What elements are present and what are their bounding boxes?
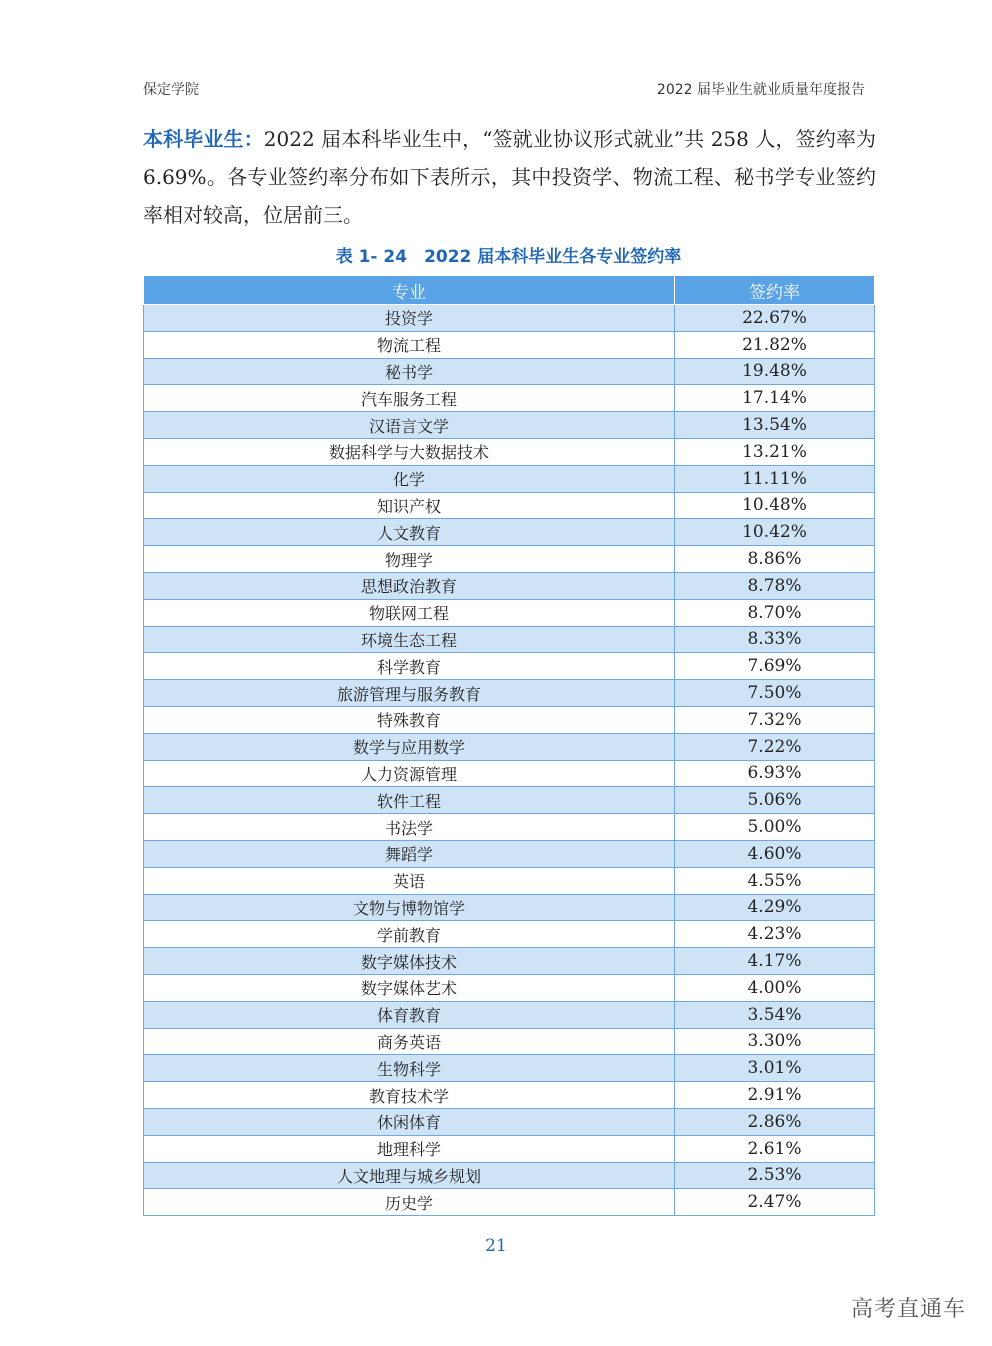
table-row — [144, 1189, 875, 1216]
signing-rate-cell: 21.82% — [675, 331, 875, 358]
signing-rate-cell: 22.67% — [675, 305, 875, 332]
signing-rate-cell: 19.48% — [675, 358, 875, 385]
table-row — [144, 572, 875, 599]
major-name-cell: 投资学 — [144, 305, 675, 332]
signing-rate-cell: 17.14% — [675, 385, 875, 412]
signing-rate-cell: 13.21% — [675, 438, 875, 465]
table-row — [144, 412, 875, 439]
signing-rate-cell: 10.42% — [675, 519, 875, 546]
table-row — [144, 787, 875, 814]
table-row — [144, 894, 875, 921]
major-name-cell: 书法学 — [144, 814, 675, 841]
major-name-cell: 特殊教育 — [144, 706, 675, 733]
table-row — [144, 1082, 875, 1109]
table-row — [144, 358, 875, 385]
signing-rate-cell: 4.23% — [675, 921, 875, 948]
table-row — [144, 331, 875, 358]
table-row — [144, 626, 875, 653]
signing-rate-cell: 3.30% — [675, 1028, 875, 1055]
signing-rate-cell: 8.33% — [675, 626, 875, 653]
watermark-text: 高考直通车 — [850, 1297, 966, 1322]
header-institution: 保定学院 — [143, 82, 199, 98]
major-name-cell: 旅游管理与服务教育 — [144, 680, 675, 707]
major-name-cell: 休闲体育 — [144, 1108, 675, 1135]
table-row — [144, 840, 875, 867]
major-name-cell: 物流工程 — [144, 331, 675, 358]
signing-rate-cell: 11.11% — [675, 465, 875, 492]
header-report-title: 2022 届毕业生就业质量年度报告 — [656, 82, 865, 98]
major-name-cell: 汽车服务工程 — [144, 385, 675, 412]
major-name-cell: 数学与应用数学 — [144, 733, 675, 760]
major-name-cell: 数字媒体技术 — [144, 948, 675, 975]
major-name-cell: 学前教育 — [144, 921, 675, 948]
table-row — [144, 653, 875, 680]
table-row — [144, 492, 875, 519]
table-row — [144, 599, 875, 626]
major-name-cell: 化学 — [144, 465, 675, 492]
major-name-cell: 数据科学与大数据技术 — [144, 438, 675, 465]
major-name-cell: 生物科学 — [144, 1055, 675, 1082]
major-name-cell: 汉语言文学 — [144, 412, 675, 439]
table-header-row — [144, 276, 875, 305]
table-row — [144, 867, 875, 894]
signing-rate-cell: 4.17% — [675, 948, 875, 975]
page-number: 21 — [485, 1236, 507, 1256]
table-row — [144, 305, 875, 332]
major-name-cell: 知识产权 — [144, 492, 675, 519]
signing-rate-cell: 4.29% — [675, 894, 875, 921]
intro-body: 2022 届本科毕业生中，“签就业协议形式就业”共 258 人，签约率为 6.69%。各专业签约率分布如下表所示，其中投资学、物流工程、秘书学专业签约率相对较高，位居前三。 — [143, 127, 877, 227]
table-row — [144, 1162, 875, 1189]
signing-rate-cell: 4.60% — [675, 840, 875, 867]
table-row — [144, 680, 875, 707]
table-row — [144, 1135, 875, 1162]
major-name-cell: 物理学 — [144, 546, 675, 573]
table-row — [144, 948, 875, 975]
table-row — [144, 760, 875, 787]
signing-rate-cell: 7.32% — [675, 706, 875, 733]
signing-rate-cell: 5.06% — [675, 787, 875, 814]
major-name-cell: 商务英语 — [144, 1028, 675, 1055]
table-row — [144, 974, 875, 1001]
signing-rate-table — [143, 275, 875, 1216]
signing-rate-cell: 4.00% — [675, 974, 875, 1001]
table-caption: 表 1- 24 2022 届本科毕业生各专业签约率 — [335, 247, 682, 267]
table-row — [144, 1028, 875, 1055]
major-name-cell: 人力资源管理 — [144, 760, 675, 787]
signing-rate-cell: 3.01% — [675, 1055, 875, 1082]
signing-rate-cell: 7.22% — [675, 733, 875, 760]
major-name-cell: 秘书学 — [144, 358, 675, 385]
signing-rate-cell: 7.69% — [675, 653, 875, 680]
page-header — [143, 78, 865, 100]
intro-paragraph — [143, 120, 876, 234]
signing-rate-cell: 8.70% — [675, 599, 875, 626]
table-row — [144, 733, 875, 760]
signing-rate-cell: 7.50% — [675, 680, 875, 707]
major-name-cell: 英语 — [144, 867, 675, 894]
table-row — [144, 519, 875, 546]
signing-rate-cell: 4.55% — [675, 867, 875, 894]
table-row — [144, 1055, 875, 1082]
header-signing-rate: 签约率 — [675, 276, 875, 305]
major-name-cell: 思想政治教育 — [144, 572, 675, 599]
major-name-cell: 地理科学 — [144, 1135, 675, 1162]
major-name-cell: 环境生态工程 — [144, 626, 675, 653]
header-major: 专业 — [144, 276, 675, 305]
major-name-cell: 文物与博物馆学 — [144, 894, 675, 921]
table-row — [144, 1108, 875, 1135]
major-name-cell: 软件工程 — [144, 787, 675, 814]
signing-rate-cell: 2.86% — [675, 1108, 875, 1135]
major-name-cell: 体育教育 — [144, 1001, 675, 1028]
table-row — [144, 465, 875, 492]
table-row — [144, 546, 875, 573]
major-name-cell: 历史学 — [144, 1189, 675, 1216]
major-name-cell: 数字媒体艺术 — [144, 974, 675, 1001]
major-name-cell: 物联网工程 — [144, 599, 675, 626]
intro-lead: 本科毕业生： — [143, 127, 264, 151]
table-row — [144, 1001, 875, 1028]
major-name-cell: 人文地理与城乡规划 — [144, 1162, 675, 1189]
signing-rate-cell: 2.47% — [675, 1189, 875, 1216]
table-row — [144, 921, 875, 948]
table-row — [144, 814, 875, 841]
table-row — [144, 706, 875, 733]
table-row — [144, 438, 875, 465]
signing-rate-cell: 8.78% — [675, 572, 875, 599]
signing-rate-cell: 5.00% — [675, 814, 875, 841]
table-row — [144, 385, 875, 412]
signing-rate-cell: 3.54% — [675, 1001, 875, 1028]
signing-rate-cell: 8.86% — [675, 546, 875, 573]
major-name-cell: 舞蹈学 — [144, 840, 675, 867]
signing-rate-cell: 2.61% — [675, 1135, 875, 1162]
signing-rate-cell: 6.93% — [675, 760, 875, 787]
signing-rate-cell: 10.48% — [675, 492, 875, 519]
major-name-cell: 教育技术学 — [144, 1082, 675, 1109]
major-name-cell: 人文教育 — [144, 519, 675, 546]
signing-rate-cell: 2.91% — [675, 1082, 875, 1109]
signing-rate-cell: 2.53% — [675, 1162, 875, 1189]
signing-rate-cell: 13.54% — [675, 412, 875, 439]
major-name-cell: 科学教育 — [144, 653, 675, 680]
